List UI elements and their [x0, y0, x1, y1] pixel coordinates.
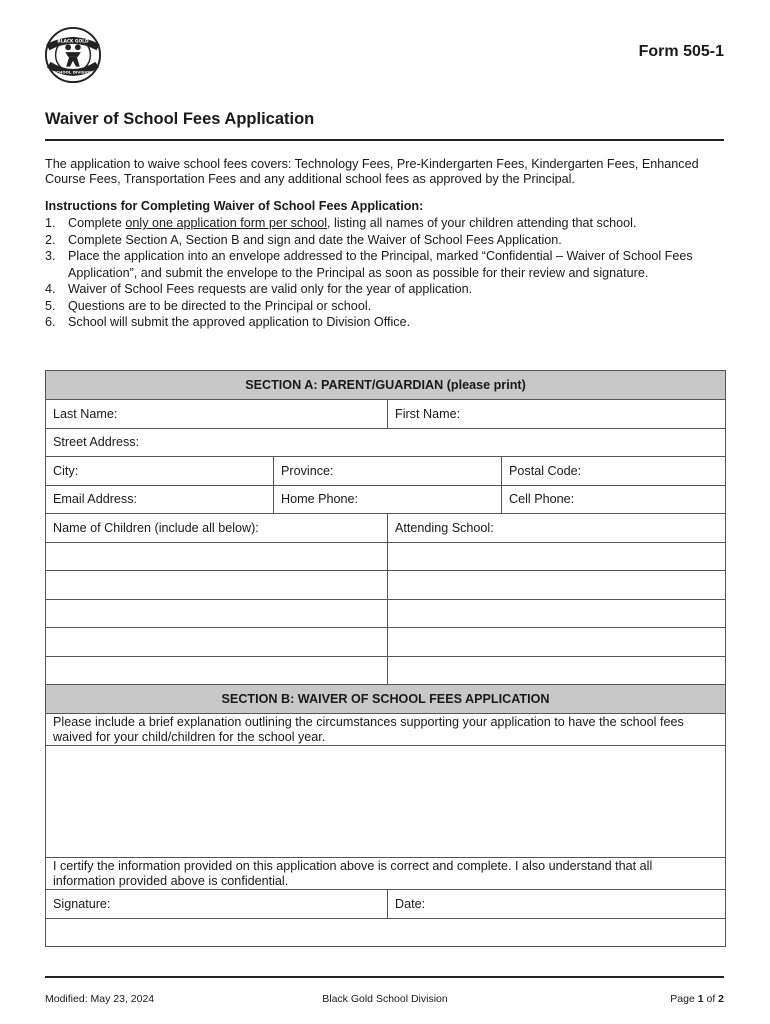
- attending-school-input[interactable]: [388, 542, 726, 571]
- instruction-number: 1.: [45, 216, 56, 230]
- date-field[interactable]: Date:: [388, 890, 726, 919]
- instructions-heading: Instructions for Completing Waiver of School Fees Application:: [45, 199, 424, 213]
- signature-field[interactable]: Signature:: [46, 890, 388, 919]
- child-name-input[interactable]: [46, 599, 388, 628]
- instruction-number: 2.: [45, 232, 56, 247]
- instruction-number: 5.: [45, 298, 56, 313]
- explanation-prompt: Please include a brief explanation outlining the circumstances supporting your application to have the school fees waived for your child/children for the school year.: [46, 714, 726, 746]
- attending-school-header: Attending School:: [388, 514, 726, 543]
- footer-divider: [45, 976, 724, 978]
- child-name-input[interactable]: [46, 571, 388, 600]
- instruction-text: Place the application into an envelope addressed to the Principal, marked “Confidential – Waiver of School Fees Application”, and submit the envelope to the Principal as soon as possible for their review and signature.: [68, 249, 693, 280]
- certification-statement: I certify the information provided on this application above is correct and complete. I also understand that all information provided above is confidential.: [46, 858, 726, 890]
- children-names-header: Name of Children (include all below):: [46, 514, 388, 543]
- child-name-input[interactable]: [46, 628, 388, 657]
- attending-school-input[interactable]: [388, 571, 726, 600]
- instruction-number: 6.: [45, 315, 56, 329]
- logo-bottom-text: SCHOOL DIVISION: [53, 69, 93, 75]
- page-title: Waiver of School Fees Application: [45, 110, 315, 128]
- blank-row: [46, 918, 726, 947]
- instruction-item: [45, 248, 727, 281]
- page-number: Page 1 of 2: [670, 993, 724, 1005]
- section-a-header: SECTION A: PARENT/GUARDIAN (please print): [46, 371, 726, 400]
- section-b-header: SECTION B: WAIVER OF SCHOOL FEES APPLICATION: [46, 685, 726, 714]
- instruction-item: [45, 232, 727, 249]
- street-address-field[interactable]: Street Address:: [46, 428, 726, 457]
- instruction-item: [45, 215, 727, 232]
- school-division-logo: [44, 26, 102, 84]
- child-name-input[interactable]: [46, 656, 388, 685]
- instruction-item: [45, 298, 727, 315]
- home-phone-field[interactable]: Home Phone:: [274, 485, 502, 514]
- explanation-input[interactable]: [46, 746, 726, 858]
- instruction-text: School will submit the approved application to Division Office.: [68, 315, 411, 329]
- attending-school-input[interactable]: [388, 628, 726, 657]
- province-field[interactable]: Province:: [274, 457, 502, 486]
- instruction-item: [45, 281, 727, 298]
- instruction-text: Waiver of School Fees requests are valid only for the year of application.: [68, 282, 473, 296]
- instruction-number: 3.: [45, 249, 56, 263]
- instruction-text: Questions are to be directed to the Principal or school.: [68, 298, 372, 313]
- child-name-input[interactable]: [46, 542, 388, 571]
- attending-school-input[interactable]: [388, 599, 726, 628]
- postal-code-field[interactable]: Postal Code:: [502, 457, 726, 486]
- instruction-text: Complete only one application form per school, listing all names of your children attending that school.: [68, 216, 637, 230]
- city-field[interactable]: City:: [46, 457, 274, 486]
- title-divider: [45, 139, 724, 141]
- organization-name: Black Gold School Division: [322, 993, 448, 1005]
- last-name-field[interactable]: Last Name:: [46, 400, 388, 429]
- instruction-text: Complete Section A, Section B and sign and date the Waiver of School Fees Application.: [68, 232, 562, 247]
- instructions-list: [45, 215, 727, 331]
- instruction-number: 4.: [45, 282, 56, 296]
- email-field[interactable]: Email Address:: [46, 485, 274, 514]
- modified-date: Modified: May 23, 2024: [45, 993, 155, 1005]
- intro-paragraph: The application to waive school fees covers: Technology Fees, Pre-Kindergarten Fees, Kindergarten Fees, Enhanced Course Fees, Transportation Fees and any additional school fees as approved by the Principal.: [45, 157, 699, 186]
- instruction-emphasis: only one application form per school: [125, 216, 328, 230]
- application-form-table: [45, 370, 726, 947]
- cell-phone-field[interactable]: Cell Phone:: [502, 485, 726, 514]
- attending-school-input[interactable]: [388, 656, 726, 685]
- form-number: Form 505-1: [638, 43, 724, 60]
- first-name-field[interactable]: First Name:: [388, 400, 726, 429]
- instruction-item: [45, 314, 727, 331]
- logo-top-text: BLACK GOLD: [57, 39, 89, 45]
